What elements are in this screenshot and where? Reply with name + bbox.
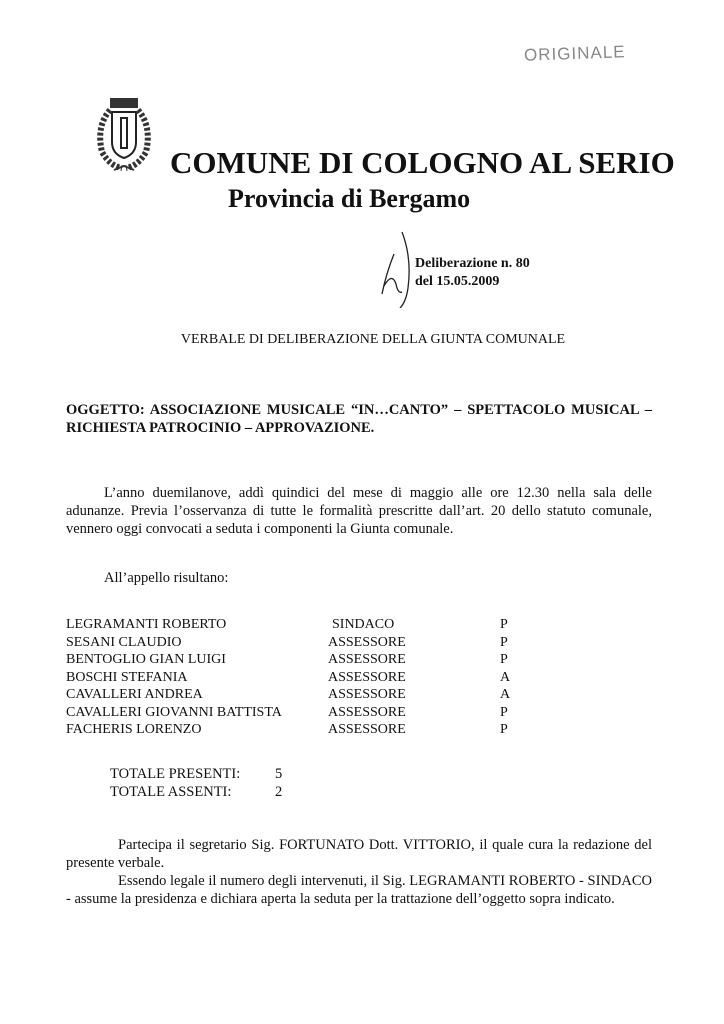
member-name: BENTOGLIO GIAN LUIGI — [66, 652, 226, 667]
deliberation-date: del 15.05.2009 — [415, 274, 500, 289]
member-role: ASSESSORE — [328, 669, 406, 685]
document-heading: VERBALE DI DELIBERAZIONE DELLA GIUNTA COMUNALE — [180, 332, 566, 347]
member-role: ASSESSORE — [328, 652, 406, 667]
member-name: SESANI CLAUDIO — [66, 634, 182, 650]
member-role: ASSESSORE — [328, 704, 406, 720]
total-value: 2 — [275, 784, 283, 800]
member-role: SINDACO — [332, 617, 395, 632]
member-role: ASSESSORE — [328, 687, 406, 702]
member-status: P — [500, 617, 508, 632]
municipality-title: COMUNE DI COLOGNO AL SERIO — [170, 145, 675, 180]
total-label: TOTALE ASSENTI: — [110, 784, 232, 800]
member-status: P — [500, 704, 508, 720]
secretary-paragraph: Partecipa il segretario Sig. FORTUNATO Dott. VITTORIO, il quale cura la redazione del presente verbale. — [66, 837, 652, 871]
originale-stamp: ORIGINALE — [523, 42, 626, 65]
province-subtitle: Provincia di Bergamo — [228, 184, 471, 213]
roll-call-label: All’appello risultano: — [104, 570, 229, 586]
subject: OGGETTO: ASSOCIAZIONE MUSICALE “IN…CANTO” – SPETTACOLO MUSICAL – RICHIESTA PATROCINIO – APPROVAZIONE. — [66, 402, 652, 436]
member-status: A — [500, 687, 511, 702]
member-name: CAVALLERI GIOVANNI BATTISTA — [66, 704, 282, 720]
member-name: BOSCHI STEFANIA — [66, 669, 188, 685]
deliberation-number: Deliberazione n. 80 — [415, 256, 530, 271]
member-name: CAVALLERI ANDREA — [66, 687, 203, 702]
handwritten-initial-signature — [372, 228, 418, 308]
coat-of-arms-icon — [92, 96, 156, 176]
member-status: P — [500, 634, 508, 650]
member-status: P — [500, 652, 508, 667]
total-label: TOTALE PRESENTI: — [110, 766, 241, 782]
closing-section — [66, 836, 652, 908]
member-name: LEGRAMANTI ROBERTO — [66, 617, 227, 632]
member-status: P — [500, 722, 508, 737]
member-status: A — [500, 669, 511, 685]
presidency-paragraph: Essendo legale il numero degli intervenuti, il Sig. LEGRAMANTI ROBERTO - SINDACO - assume la presidenza e dichiara aperta la seduta per la trattazione dell’oggetto sopra indicato. — [66, 873, 652, 907]
intro-paragraph: L’anno duemilanove, addì quindici del mese di maggio alle ore 12.30 nella sala delle adunanze. Previa l’osservanza di tutte le formalità prescritte dall’art. 20 dello statuto comunale, vennero oggi convocati a seduta i componenti la Giunta comunale. — [66, 485, 652, 537]
total-value: 5 — [275, 766, 283, 782]
member-role: ASSESSORE — [328, 634, 406, 650]
member-name: FACHERIS LORENZO — [66, 722, 202, 737]
member-role: ASSESSORE — [328, 722, 406, 737]
